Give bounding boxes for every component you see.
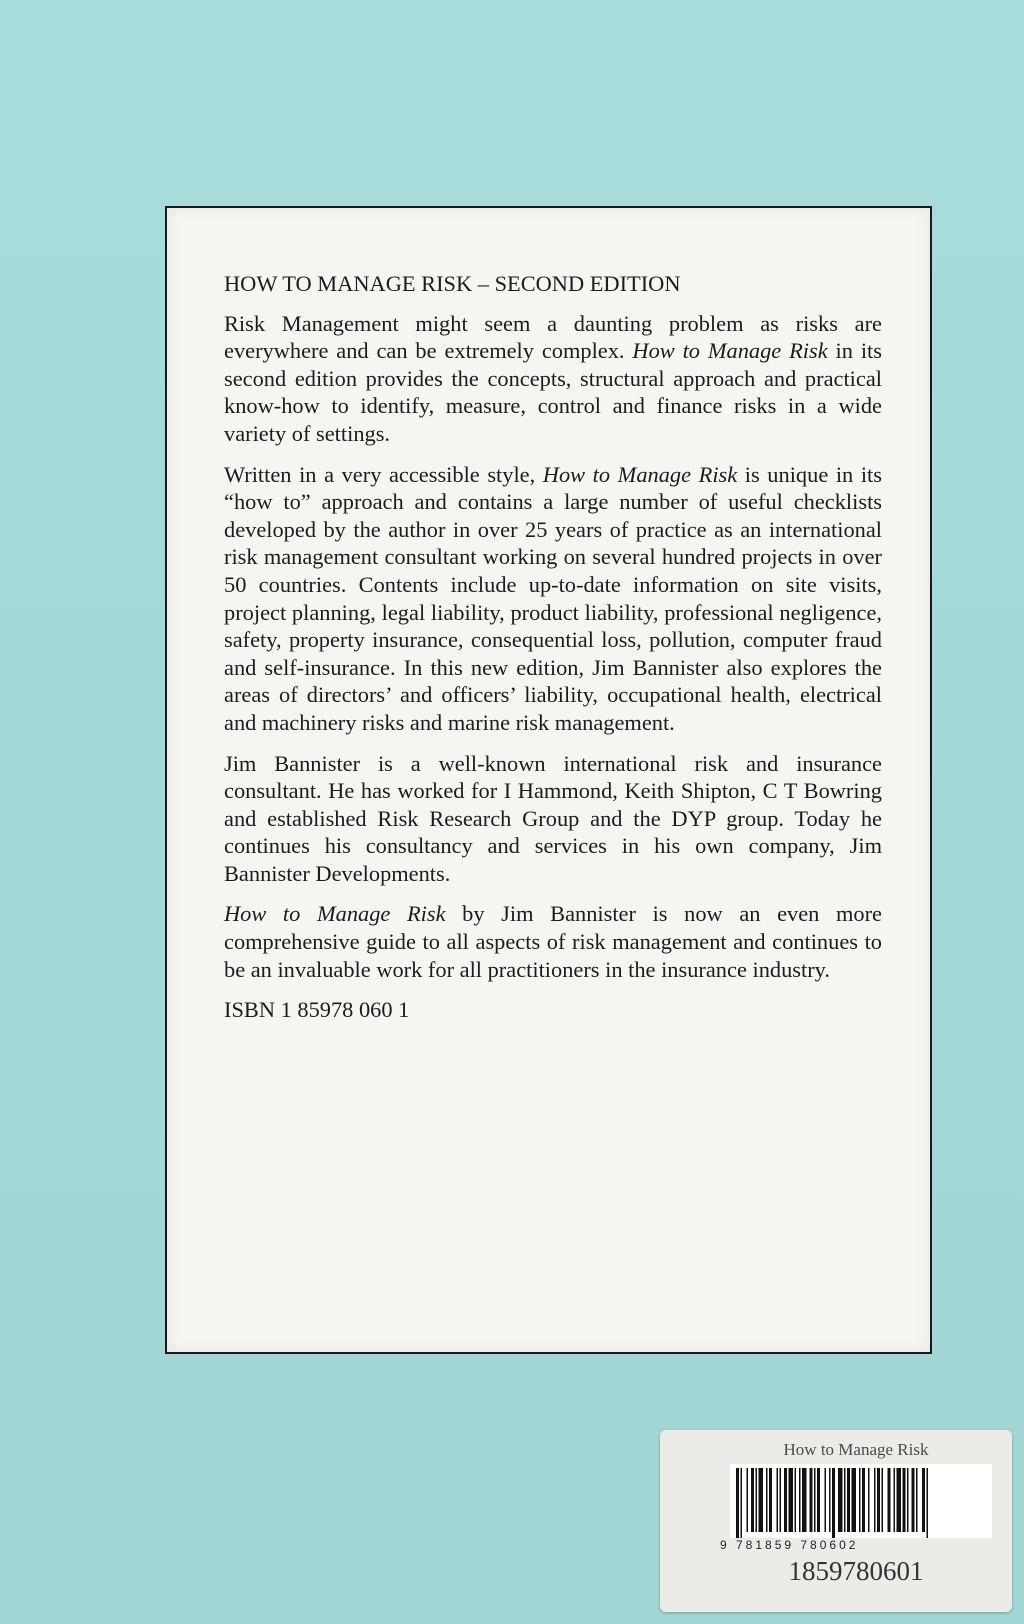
paragraph-summary (224, 900, 882, 983)
barcode-bar (912, 1468, 915, 1532)
barcode-bar (784, 1468, 787, 1532)
paragraph-summary-part-b: by Jim Bannister is now an even more comprehensive guide to all aspects of risk management and continues to be an invaluable work for all practitioners in the insurance industry. (224, 901, 882, 982)
barcode-bar (862, 1468, 865, 1532)
barcode-bar (777, 1468, 779, 1532)
paragraph-intro-book-title: How to Manage Risk (632, 338, 828, 364)
barcode-bar (882, 1468, 884, 1532)
barcode-sticker (660, 1430, 1012, 1612)
barcode-bar (859, 1468, 861, 1532)
barcode-bar (877, 1468, 880, 1532)
barcode-bar (799, 1468, 801, 1532)
barcode-bar (894, 1468, 896, 1532)
paragraph-author-bio: Jim Bannister is a well-known international risk and insurance consultant. He has worked for I Hammond, Keith Shipton, C T Bowring and established Risk Research Group and the DYP group. Today he continues his consultancy and services in his own company, Jim Bannister Developments. (224, 750, 882, 886)
barcode-bar (736, 1468, 739, 1538)
barcode-bar (756, 1468, 758, 1532)
barcode-bar (916, 1468, 918, 1532)
barcode-bar (874, 1468, 876, 1532)
barcode-bar (759, 1468, 764, 1532)
book-title: HOW TO MANAGE RISK – SECOND EDITION (224, 271, 681, 296)
barcode-bar (802, 1468, 807, 1532)
paragraph-intro-part-b: in its second edition provides the concepts, structural approach and practical know-how to identify, measure, control and finance risks in a wide variety of settings. (224, 338, 882, 446)
barcode-bar (847, 1468, 850, 1532)
barcode-bar (868, 1468, 870, 1532)
barcode-bar (907, 1468, 909, 1532)
barcode-bar (927, 1468, 929, 1538)
barcode-bar (741, 1468, 743, 1538)
barcode-bar (844, 1468, 846, 1532)
text-panel (165, 206, 932, 1354)
barcode-bar (852, 1468, 857, 1532)
barcode-bar (810, 1468, 813, 1532)
paragraph-contents-part-a: Written in a very accessible style, (224, 461, 543, 487)
barcode-bar (829, 1468, 831, 1532)
barcode-bar (795, 1468, 797, 1532)
barcode-bar (817, 1468, 820, 1532)
sticker-number: 1859780601 (788, 1556, 924, 1586)
barcode-bar (780, 1468, 782, 1532)
paragraph-intro (224, 310, 882, 448)
barcode-bar (814, 1468, 816, 1532)
barcode-bar (888, 1468, 891, 1532)
barcode-bar (832, 1468, 835, 1538)
barcode-bar (747, 1468, 749, 1532)
barcode-bars-icon (730, 1464, 992, 1538)
barcode-digits: 9 781859 780602 (720, 1538, 859, 1552)
isbn-line: ISBN 1 85978 060 1 (224, 997, 410, 1023)
barcode-bar (922, 1468, 925, 1532)
paragraph-contents-book-title: How to Manage Risk (542, 461, 738, 487)
paragraph-contents (224, 461, 882, 737)
barcode-bar (766, 1468, 768, 1532)
barcode-bar (838, 1468, 843, 1532)
barcode-bar (751, 1468, 754, 1532)
paragraph-summary-book-title: How to Manage Risk (224, 901, 446, 927)
text-area (224, 270, 882, 1024)
barcode (730, 1464, 992, 1538)
barcode-bar (903, 1468, 906, 1532)
paragraph-intro-part-a: Risk Management might seem a daunting problem as risks are everywhere and can be extremely complex. (224, 310, 882, 364)
barcode-bar (789, 1468, 794, 1532)
paragraph-contents-part-b: is unique in its “how to” approach and contains a large number of useful checklists developed by the author in over 25 years of practice as an international risk management consultant working on several hundred projects in over 50 countries. Contents include up-to-date information on site visits, project planning, legal liability, product liability, professional negligence, safety, property insurance, consequential loss, pollution, computer fraud and self-insurance. In this new edition, Jim Bannister also explores the areas of directors’ and officers’ liability, occupational health, electrical and machinery risks and marine risk management. (224, 461, 882, 735)
barcode-bar (769, 1468, 772, 1532)
barcode-bar (825, 1468, 827, 1532)
sticker-title: How to Manage Risk (783, 1440, 929, 1459)
barcode-bar (897, 1468, 902, 1532)
